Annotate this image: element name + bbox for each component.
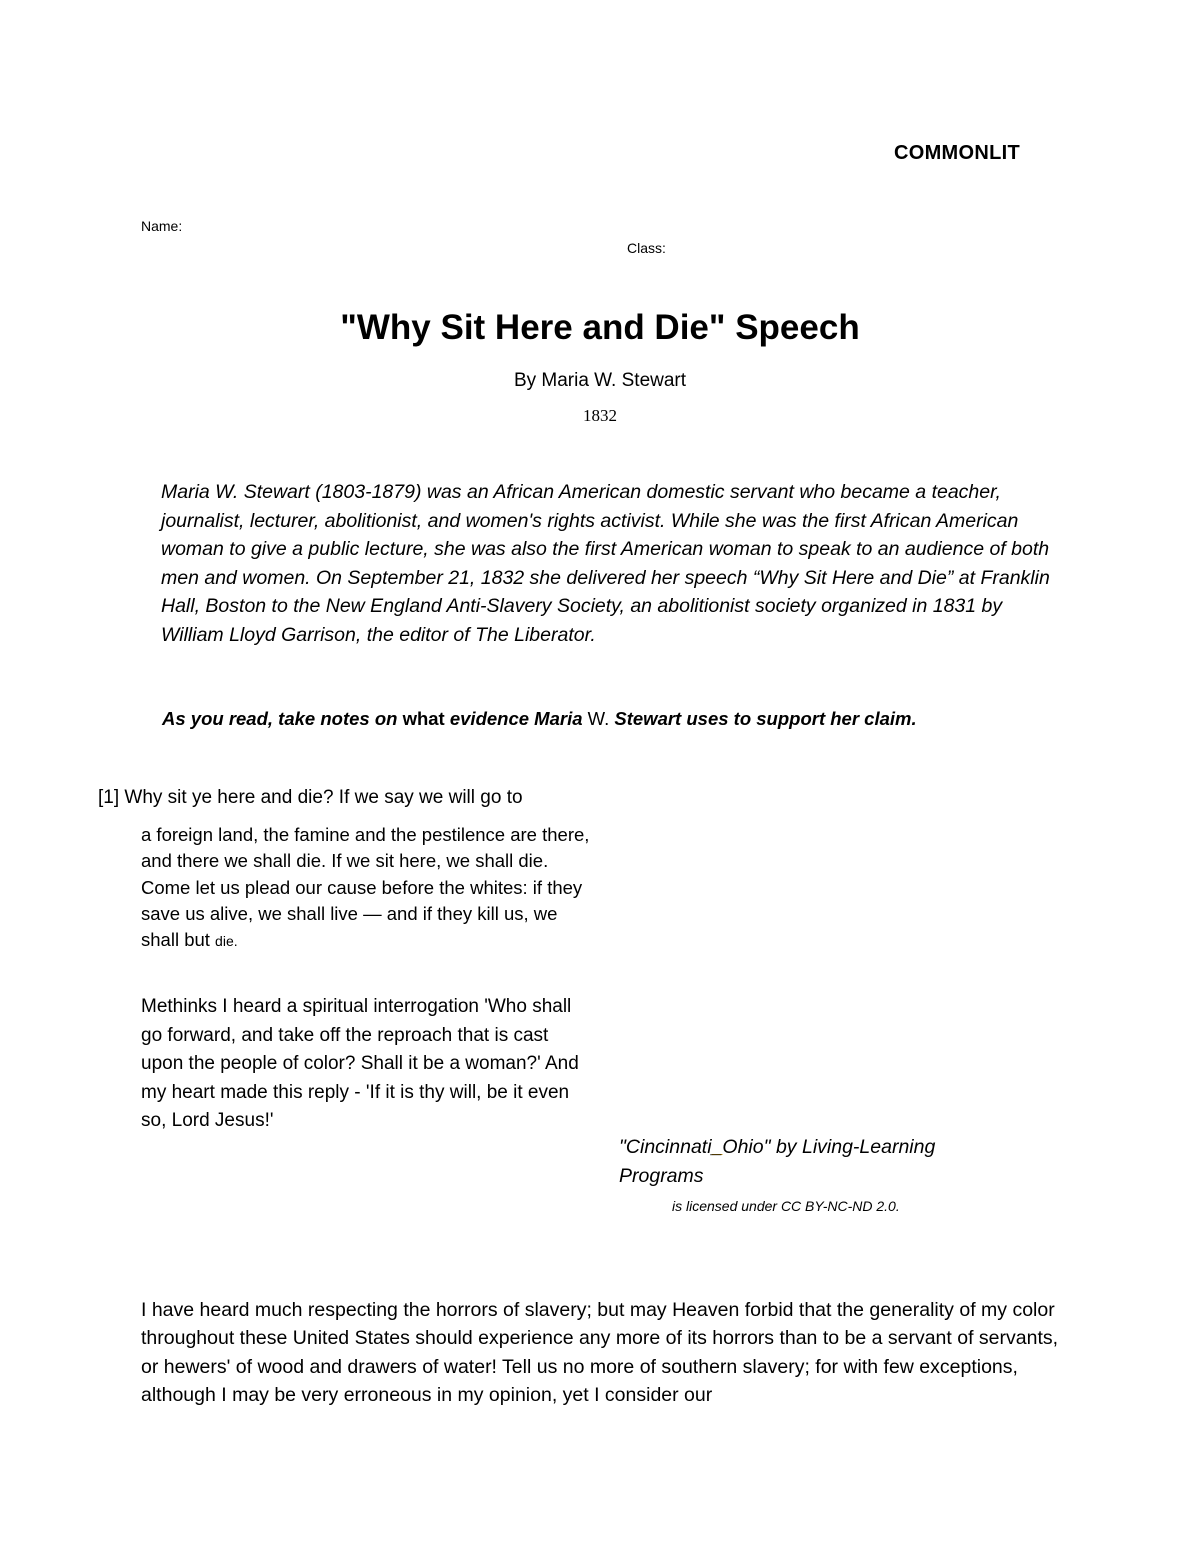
caption-title-a: "Cincinnati bbox=[619, 1136, 712, 1158]
name-label: Name: bbox=[141, 218, 183, 234]
paragraph-1-opening: Why sit ye here and die? If we say we will go to bbox=[124, 787, 523, 808]
paragraph-1-continued bbox=[141, 822, 591, 954]
document-title: "Why Sit Here and Die" Speech bbox=[340, 308, 860, 347]
intro-paragraph: Maria W. Stewart (1803-1879) was an African American domestic servant who became a teacher, journalist, lecturer, abolitionist, and women's rights activist. While she was the first African American woman to give a public lecture, she was also the first American woman to speak to an audience of both men and women. On September 21, 1832 she delivered her speech “Why Sit Here and Die” at Franklin Hall, Boston to the New England Anti-Slavery Society, an abolitionist society organized in 1831 by William Lloyd Garrison, the editor of The Liberator. bbox=[161, 481, 1050, 646]
caption-title-b: Ohio" bbox=[722, 1136, 771, 1158]
instruction-part-3: evidence Maria bbox=[444, 708, 588, 729]
paragraph-3: I have heard much respecting the horrors of slavery; but may Heaven forbid that the generality of my color throughout these United States should experience any more of its horrors than to be a servant of servants, or hewers' of wood and drawers of water! Tell us no more of southern slavery; for with few exceptions, although I may be very erroneous in my opinion, yet I consider our bbox=[141, 1299, 1059, 1406]
image-caption bbox=[619, 1133, 999, 1190]
reading-instruction bbox=[162, 708, 1062, 730]
instruction-part-1: As you read, take notes on bbox=[162, 708, 403, 729]
author-line: By Maria W. Stewart bbox=[513, 370, 687, 391]
paragraph-1-end: die. bbox=[215, 933, 238, 950]
commonlit-brand: COMMONLIT bbox=[893, 142, 1020, 164]
instruction-part-5: Stewart uses to support her claim. bbox=[609, 708, 917, 729]
class-label: Class: bbox=[627, 240, 666, 256]
caption-credit: by Living-Learning Programs bbox=[619, 1136, 936, 1187]
paragraph-1-body: a foreign land, the famine and the pestilence are there, and there we shall die. If we sit here, we shall die. Come let us plead our cause before the whites: if they save us alive, we shall live — and if they kill us, we shall but bbox=[141, 824, 590, 951]
year: 1832 bbox=[583, 406, 617, 425]
image-license: is licensed under CC BY-NC-ND 2.0. bbox=[672, 1198, 900, 1214]
instruction-part-4: W. bbox=[587, 708, 610, 729]
paragraph-1-first-line bbox=[98, 787, 523, 809]
caption-underscore: _ bbox=[711, 1136, 723, 1158]
paragraph-2: Methinks I heard a spiritual interrogation 'Who shall go forward, and take off the reproach that is cast upon the people of color? Shall it be a woman?' And my heart made this reply - 'If it is thy will, be it even so, Lord Jesus!' bbox=[141, 996, 579, 1131]
paragraph-number: [1] bbox=[98, 787, 120, 808]
instruction-part-2: what bbox=[402, 708, 445, 729]
